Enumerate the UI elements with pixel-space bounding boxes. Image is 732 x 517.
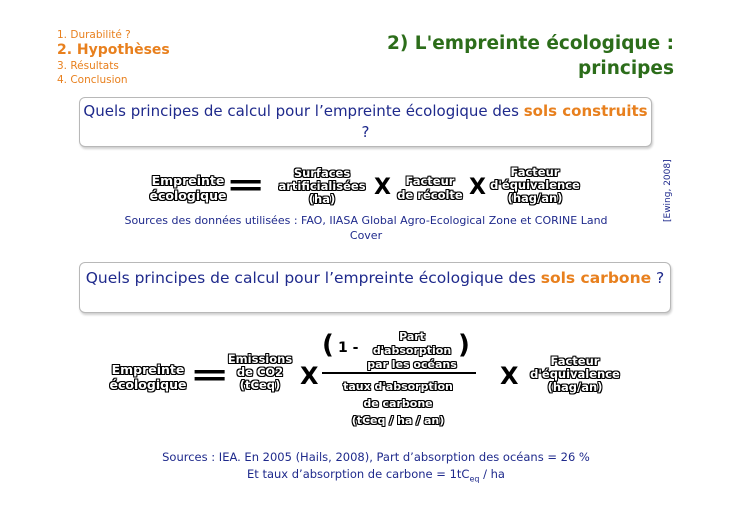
f2-times-1: X (300, 362, 319, 390)
sources-2-line2 (80, 466, 672, 487)
question-sols-construits (79, 97, 652, 147)
f1-empreinte-line2: écologique (149, 188, 227, 203)
f1-surfaces-line3: (ha) (308, 192, 336, 206)
f2-fraction-bar (322, 372, 476, 374)
q1-highlight: sols construits (523, 102, 648, 120)
nav-item-conclusion: 4. Conclusion (57, 74, 128, 86)
f1-facteur-equivalence (485, 166, 585, 205)
q2-text: Quels principes de calcul pour l’empreinte écologique des (85, 269, 541, 287)
f2-open-paren: ( (322, 330, 334, 360)
question-sols-carbone (79, 262, 671, 313)
f2-part-line2: par les océans (367, 358, 457, 371)
f2-empreinte (102, 362, 194, 392)
nav-item-durabilite: 1. Durabilité ? (57, 29, 131, 41)
f2-den-line2: de carbone (363, 397, 433, 410)
f2-emissions-line2: de CO2 (236, 365, 284, 379)
f2-fe-line2: d'équivalence (530, 367, 620, 381)
f1-fe-line1: Facteur (510, 165, 560, 179)
f2-taux-absorption (340, 378, 456, 429)
f1-surfaces-line1: Surfaces (293, 166, 351, 180)
sources-1 (80, 213, 652, 243)
f2-empreinte-line1: Empreinte (111, 362, 185, 377)
f1-empreinte-line1: Empreinte (151, 173, 225, 188)
f2-emissions (227, 353, 293, 392)
sources-2 (80, 449, 672, 487)
slide-title-line1: 2) L'empreinte écologique : (387, 33, 674, 54)
q2-highlight: sols carbone (540, 269, 652, 287)
q2-after: ? (651, 269, 665, 287)
f1-fe-line3: (hag/an) (507, 191, 563, 205)
citation-ewing: [Ewing, 2008] (663, 159, 673, 222)
slide-title-line2: principes (578, 58, 674, 79)
sources-1-line1: Sources des données utilisées : FAO, IIASA Global Agro-Ecological Zone et CORINE Land (124, 214, 608, 227)
f1-empreinte (143, 173, 233, 203)
f2-den-line3: (tCeq / ha / an) (351, 414, 445, 427)
sources-2-subscript: eq (469, 474, 480, 484)
nav-item-hypotheses: 2. Hypothèses (57, 42, 170, 58)
f2-emissions-line1: Emissions (227, 352, 293, 366)
sources-2-line2-text: Et taux d’absorption de carbone = 1tC (247, 467, 470, 481)
sources-2-line1: Sources : IEA. En 2005 (Hails, 2008), Part d’absorption des océans = 26 % (162, 450, 590, 464)
sources-1-line2: Cover (349, 229, 383, 242)
f2-one-minus: 1 - (338, 340, 359, 356)
f2-empreinte-line2: écologique (109, 377, 187, 392)
f1-surfaces-line2: artificialisées (278, 179, 366, 193)
f2-times-2: X (500, 362, 519, 390)
f2-part-line1: Part d'absorption (372, 330, 452, 357)
f2-part-absorption (362, 330, 462, 372)
f2-emissions-line3: (tCeq) (239, 378, 281, 392)
f1-equals-sign: = (225, 168, 266, 203)
f1-times-1: X (374, 175, 391, 200)
f2-fe-line1: Facteur (550, 354, 600, 368)
f2-den-line1: taux d'absorption (343, 380, 453, 393)
f1-fe-line2: d'équivalence (490, 178, 580, 192)
slide-title (387, 31, 674, 81)
f2-fe-line3: (hag/an) (547, 380, 603, 394)
nav-item-resultats: 3. Résultats (57, 60, 119, 72)
q1-text: Quels principes de calcul pour l’empreinte écologique des (83, 102, 524, 120)
f2-equals-sign: = (189, 358, 230, 393)
q1-after: ? (361, 123, 370, 141)
sources-2-line2-unit: / ha (479, 467, 505, 481)
f1-fr-line2: de récolte (397, 188, 463, 202)
f1-surfaces (272, 167, 372, 206)
section-nav (57, 28, 170, 87)
f1-times-2: X (469, 175, 486, 200)
f1-fr-line1: Facteur (405, 174, 455, 188)
f2-close-paren: ) (458, 330, 470, 360)
f1-facteur-recolte (394, 174, 466, 202)
f2-facteur-equivalence (525, 355, 625, 394)
